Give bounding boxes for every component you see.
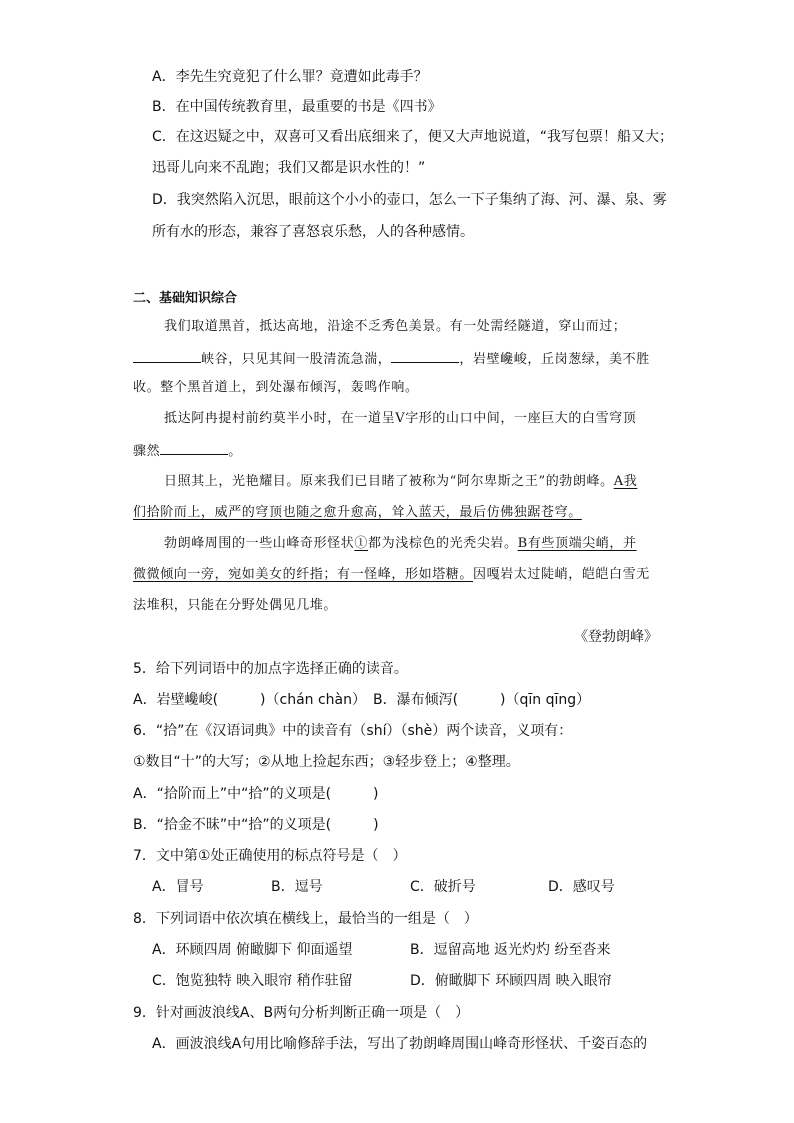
q8-stem: 8．下列词语中依次填在横线上，最恰当的一组是（ ） (133, 911, 478, 927)
fill-blank-2[interactable] (391, 348, 459, 363)
q4-option-c-line2: 迅哥儿向来不乱跑；我们又都是识水性的！” (152, 160, 426, 176)
passage-source: 《登勃朗峰》 (574, 629, 658, 645)
fill-blank-1[interactable] (133, 348, 201, 363)
q4-option-c-line1: C．在这迟疑之中，双喜可又看出底细来了，便又大声地说道，“我写包票！船又大； (152, 129, 674, 145)
passage-p1-line3: 收。整个黑首道上，到处瀑布倾泻，轰鸣作响。 (133, 380, 419, 395)
q7-option-a[interactable]: A．冒号 (152, 879, 204, 895)
q9-option-a[interactable]: A．画波浪线A句用比喻修辞手法，写出了勃朗峰周围山峰奇形怪状、千姿百态的 (152, 1036, 648, 1052)
passage-p4-line3: 法堆积，只能在分野处偶见几堆。 (133, 598, 338, 613)
q7-option-d[interactable]: D．感叹号 (548, 879, 615, 895)
section-heading: 二、基础知识综合 (133, 291, 238, 306)
fill-blank-3[interactable] (160, 440, 228, 455)
passage-p2-line2: 骤然 。 (133, 440, 242, 462)
wavy-line-a-start: A我 (613, 474, 638, 489)
passage-p1-line2: 峡谷，只见其间一股清流急湍， ，岩壁巉峻，丘岗葱绿，美不胜 (133, 348, 650, 370)
q4-option-d-line1: D．我突然陷入沉思，眼前这个小小的壶口，怎么一下子集纳了海、河、瀑、泉、雾 (152, 192, 667, 208)
passage-p3-line1: 日照其上，光艳耀目。原来我们已目睹了被称为“阿尔卑斯之王”的勃朗峰。A我 (164, 474, 638, 489)
q7-option-b[interactable]: B．逗号 (271, 879, 323, 895)
passage-p4-line2: 微微倾向一旁，宛如美女的纤指；有一怪峰，形如塔糖。因嘎岩太过陡峭，皑皑白雪无 (133, 567, 650, 582)
q4-option-d-line2: 所有水的形态，兼容了喜怒哀乐愁，人的各种感情。 (152, 224, 474, 240)
q8-option-b[interactable]: B．逗留高地 返光灼灼 纷至沓来 (410, 942, 611, 958)
q5-options: A．岩壁巉峻( )（chán chàn） B．瀑布倾泻( )（qīn qīng） (133, 692, 591, 708)
passage-p3-line2 (133, 503, 582, 523)
passage-p1-line1: 我们取道黑首，抵达高地，沿途不乏秀色美景。有一处需经隧道，穿山而过； (164, 319, 627, 334)
q6-option-b: B．“拾金不昧”中“拾”的义项是( ) (133, 817, 379, 833)
wavy-line-a: 们拾阶而上，威严的穹顶也随之愈升愈高，耸入蓝天，最后仿佛独踞苍穹。 (133, 505, 582, 520)
q8-option-a[interactable]: A．环顾四周 俯瞰脚下 仰面遥望 (152, 942, 353, 958)
wavy-line-b: 微微倾向一旁，宛如美女的纤指；有一怪峰，形如塔糖。 (133, 567, 474, 582)
q4-option-b: B．在中国传统教育里，最重要的书是《四书》 (152, 99, 442, 115)
passage-p4-line1: 勃朗峰周围的一些山峰奇形怪状①都为浅棕色的光秃尖岩。B有些顶端尖峭，并 (164, 536, 637, 551)
q4-option-a: A．李先生究竟犯了什么罪？竟遭如此毒手？ (152, 69, 428, 85)
q9-stem: 9．针对画波浪线A、B两句分析判断正确一项是（ ） (133, 1005, 470, 1021)
q7-stem: 7．文中第①处正确使用的标点符号是（ ） (133, 848, 407, 864)
q6-senses: ①数目“十”的大写；②从地上捡起东西；③轻步登上；④整理。 (133, 754, 520, 770)
q8-option-d[interactable]: D．俯瞰脚下 环顾四周 映入眼帘 (410, 973, 612, 989)
q6-stem: 6．“拾”在《汉语词典》中的读音有（shí）（shè）两个读音，义项有： (133, 723, 573, 739)
q5-stem: 5．给下列词语中的加点字选择正确的读音。 (133, 661, 408, 677)
q7-option-c[interactable]: C．破折号 (410, 879, 476, 895)
q6-option-a: A．“拾阶而上”中“拾”的义项是( ) (133, 786, 379, 802)
q8-option-c[interactable]: C．饱览独特 映入眼帘 稍作驻留 (152, 973, 353, 989)
passage-p2-line1: 抵达阿冉提村前约莫半小时，在一道呈Ⅴ字形的山口中间，一座巨大的白雪穹顶 (164, 411, 637, 426)
wavy-line-b-start: B有些顶端尖峭，并 (517, 536, 637, 551)
punctuation-marker-1: ① (354, 536, 369, 551)
